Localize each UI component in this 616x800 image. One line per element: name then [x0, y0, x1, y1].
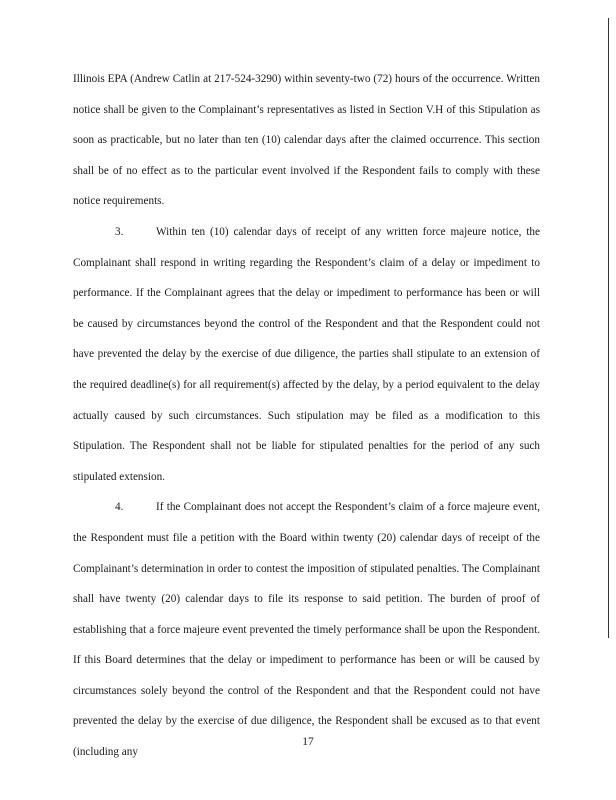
- paragraph-4-text: If the Complainant does not accept the Respondent’s claim of a force majeure event, the Respondent must file a petition with the Board within twenty (20) calendar days of receipt of the Complainant’s determination in order to contest the imposition of stipulated penalties. The Complainant shall have twenty (20) calendar days to file its response to said petition. The burden of proof of establishing that a force majeure event prevented the timely performance shall be upon the Respondent. If this Board determines that the delay or impediment to performance has been or will be caused by circumstances solely beyond the control of the Respondent and that the Respondent could not have prevented the delay by the exercise of due diligence, the Respondent shall be excused as to that event (including any: [73, 501, 540, 759]
- continued-paragraph: Illinois EPA (Andrew Catlin at 217-524-3290) within seventy-two (72) hours of the occurrence. Written notice shall be given to the Complainant’s representatives as listed in Section V.H of this Stipulation as soon as practicable, but no later than ten (10) calendar days after the claimed occurrence. This section shall be of no effect as to the particular event involved if the Respondent fails to comply with these notice requirements.: [73, 73, 540, 208]
- body-text: [73, 64, 540, 768]
- paragraph-4: [73, 492, 540, 767]
- paragraph-3-text: Within ten (10) calendar days of receipt of any written force majeure notice, the Complainant shall respond in writing regarding the Respondent’s claim of a delay or impediment to performance. If the Complainant agrees that the delay or impediment to performance has been or will be caused by circumstances beyond the control of the Respondent and that the Respondent could not have prevented the delay by the exercise of due diligence, the parties shall stipulate to an extension of the required deadline(s) for all requirement(s) affected by the delay, by a period equivalent to the delay actually caused by such circumstances. Such stipulation may be filed as a modification to this Stipulation. The Respondent shall not be liable for stipulated penalties for the period of any such stipulated extension.: [73, 225, 540, 483]
- scan-edge-line: [608, 18, 609, 638]
- paragraph-4-number: 4.: [115, 501, 124, 514]
- paragraph-3: [73, 217, 540, 492]
- page-number: 17: [302, 736, 314, 748]
- paragraph-3-number: 3.: [115, 225, 124, 238]
